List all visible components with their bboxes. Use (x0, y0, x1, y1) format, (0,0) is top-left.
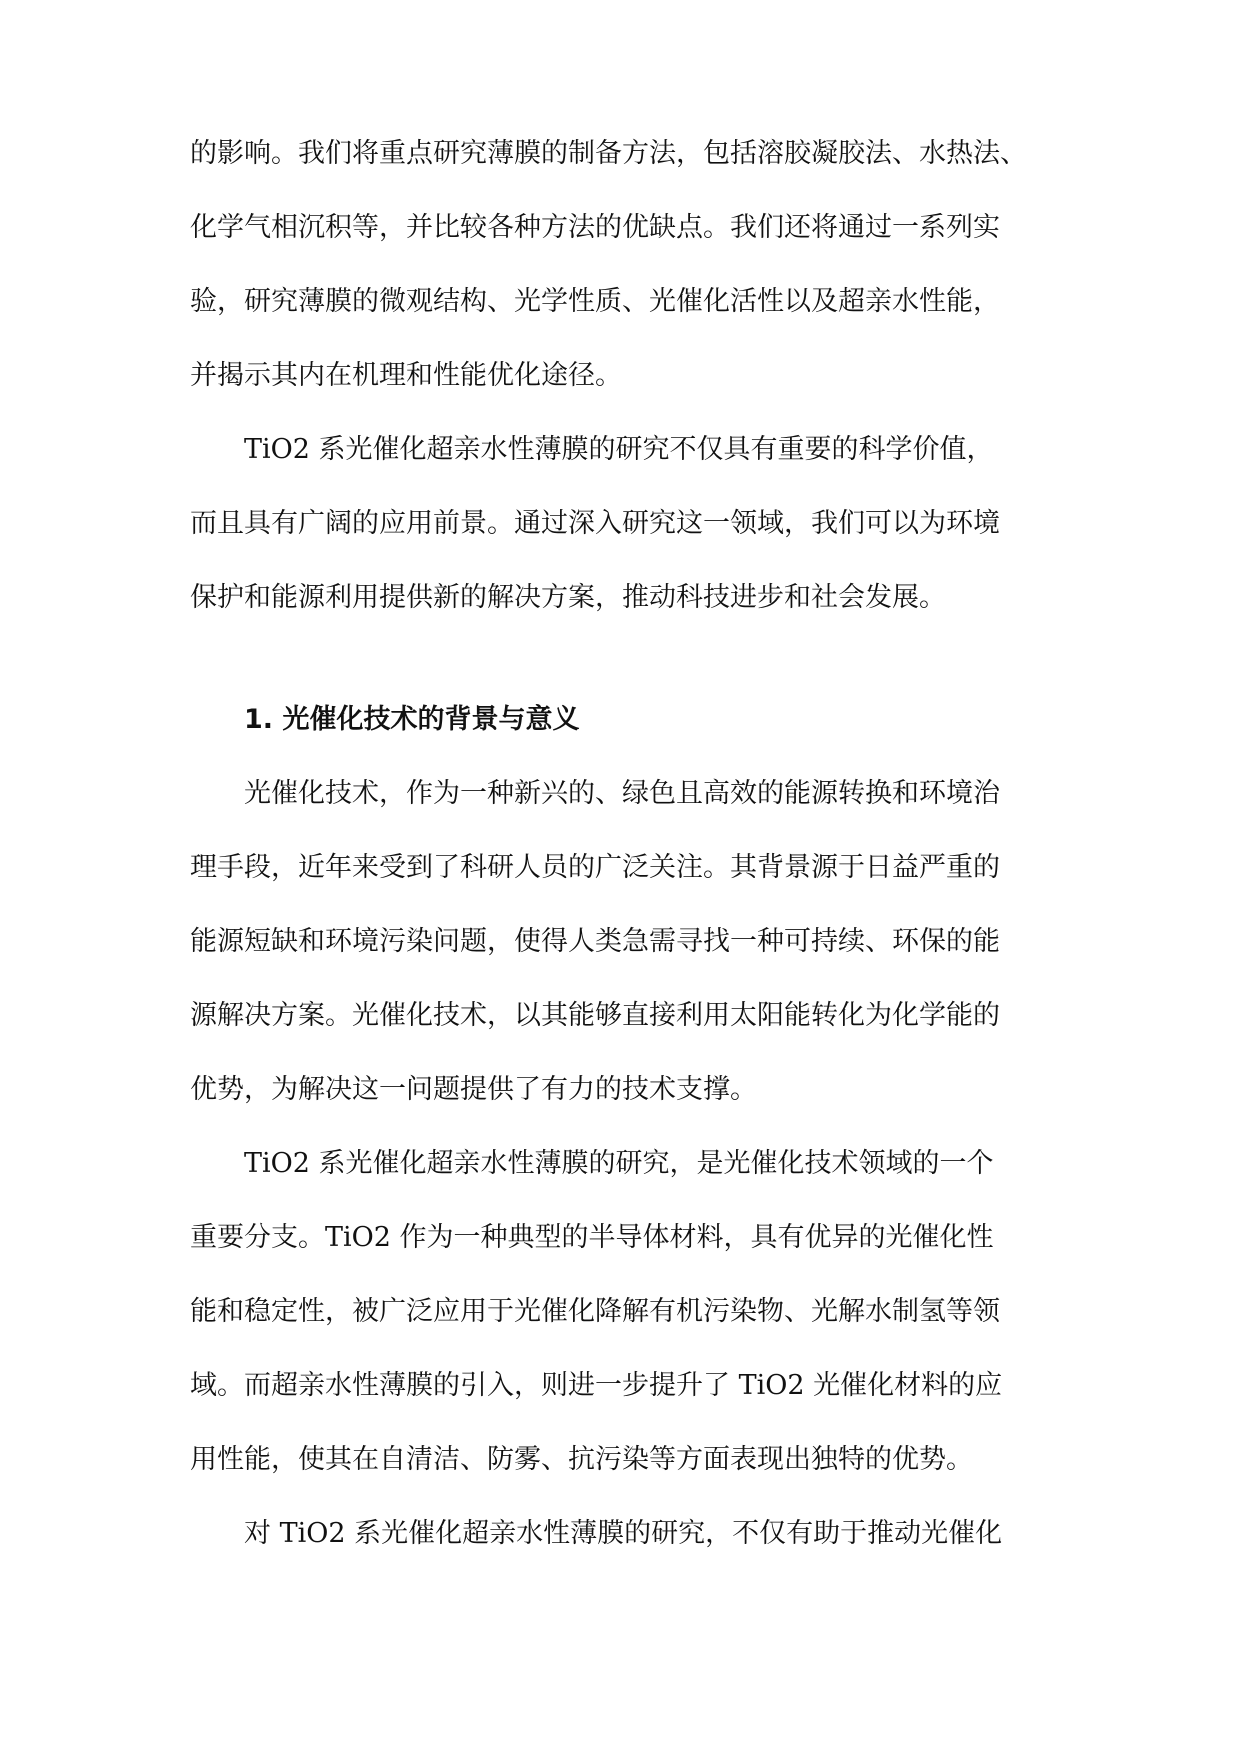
paragraph-line: 用性能，使其在自清洁、防雾、抗污染等方面表现出独特的优势。 (190, 1444, 973, 1475)
paragraph-line: 化学气相沉积等，并比较各种方法的优缺点。我们还将通过一系列实 (190, 212, 1000, 243)
paragraph-line: TiO2 系光催化超亲水性薄膜的研究，是光催化技术领域的一个 (244, 1148, 994, 1179)
paragraph-line: 的影响。我们将重点研究薄膜的制备方法，包括溶胶凝胶法、水热法、 (190, 138, 1027, 169)
paragraph-line: 验，研究薄膜的微观结构、光学性质、光催化活性以及超亲水性能， (190, 286, 1000, 317)
paragraph-line: 域。而超亲水性薄膜的引入，则进一步提升了 TiO2 光催化材料的应 (190, 1370, 1003, 1401)
paragraph-line: 光催化技术，作为一种新兴的、绿色且高效的能源转换和环境治 (244, 778, 1000, 809)
paragraph-line: 能和稳定性，被广泛应用于光催化降解有机污染物、光解水制氢等领 (190, 1296, 1000, 1327)
paragraph-line: TiO2 系光催化超亲水性薄膜的研究不仅具有重要的科学价值， (244, 434, 994, 465)
paragraph-line: 而且具有广阔的应用前景。通过深入研究这一领域，我们可以为环境 (190, 508, 1000, 539)
section-heading: 1. 光催化技术的背景与意义 (244, 704, 580, 735)
paragraph-line: 优势，为解决这一问题提供了有力的技术支撑。 (190, 1074, 757, 1105)
paragraph-line: 能源短缺和环境污染问题，使得人类急需寻找一种可持续、环保的能 (190, 926, 1000, 957)
paragraph-line: 并揭示其内在机理和性能优化途径。 (190, 360, 622, 391)
paragraph-line: 重要分支。TiO2 作为一种典型的半导体材料，具有优异的光催化性 (190, 1222, 994, 1253)
paragraph-line: 源解决方案。光催化技术，以其能够直接利用太阳能转化为化学能的 (190, 1000, 1000, 1031)
paragraph-line: 对 TiO2 系光催化超亲水性薄膜的研究，不仅有助于推动光催化 (244, 1518, 1003, 1549)
paragraph-line: 理手段，近年来受到了科研人员的广泛关注。其背景源于日益严重的 (190, 852, 1000, 883)
paragraph-line: 保护和能源利用提供新的解决方案，推动科技进步和社会发展。 (190, 582, 946, 613)
